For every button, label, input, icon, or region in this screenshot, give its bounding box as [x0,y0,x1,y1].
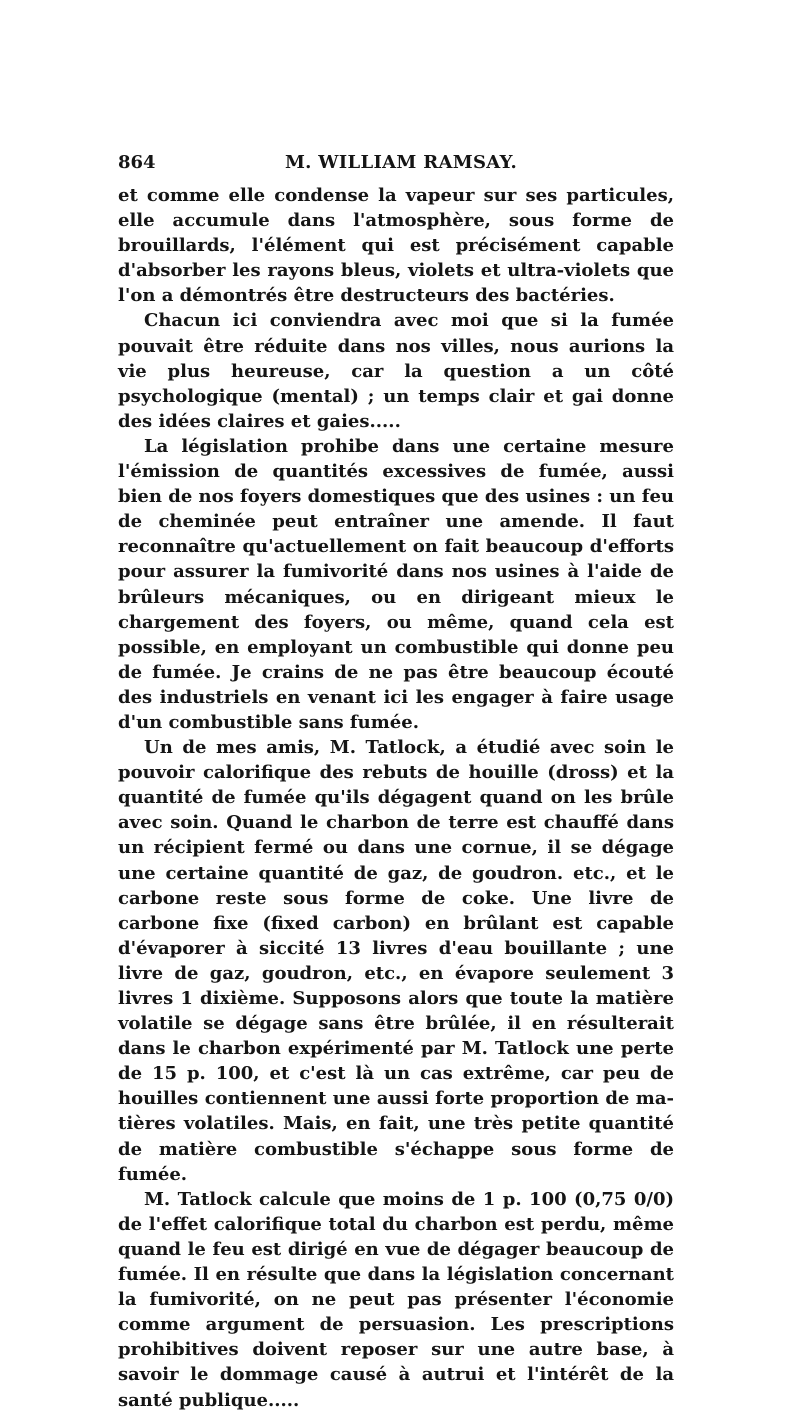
page-number: 864 [118,152,156,173]
paragraph-legislation: La législation prohibe dans une certaine mesure l'émission de quantités excessives de fumée, aussi bien de nos foyers domestiques que des usines : un feu de cheminée peut entraîner une amende. Il faut reconnaître qu'actuellement on fait beaucoup d'efforts pour assurer la fumivorité dans nos usines à l'aide de brûleurs mécaniques, ou en dirigeant mieux le chargement des foyers, ou même, quand cela est possible, en employant un combustible qui donne peu de fumée. Je crains de ne pas être beaucoup écouté des industriels en venant ici les engager à faire usage d'un combustible sans fumée. [118,435,674,733]
paragraph-tatlock-study: Un de mes amis, M. Tatlock, a étudié avec soin le pouvoir calorifique des rebuts de houille (dross) et la quantité de fumée qu'ils dégagent quand on les brûle avec soin. Quand le charbon de terre est chauffé dans un récipient fermé ou dans une cornue, il se dégage une certaine quantité de gaz, de goudron. etc., et le carbone reste sous forme de coke. Une livre de carbone fixe (fixed carbon) en brûlant est capable d'évaporer à siccité 13 livres d'eau bouillante ; une livre de gaz, goudron, etc., en évapore seulement 3 livres 1 dixième. Supposons alors que toute la matière volatile se dégage sans être brûlée, il en résulterait dans le charbon expérimenté par M. Tatlock une perte de 15 p. 100, et c'est là un cas extrême, car peu de houilles contiennent une aussi forte proportion de matières volatiles. Mais, en fait, une très petite quantité de matière combustible s'échappe sous forme de fumée. [118,737,674,1185]
running-title: M. WILLIAM RAMSAY. [284,152,518,173]
body-text [118,183,674,1413]
paragraph-continuation: et comme elle condense la vapeur sur ses particules, elle accumule dans l'atmosphère, sous forme de brouillards, l'élément qui est précisément capable d'absorber les rayons bleus, violets et ultra-violets que l'on a démontrés être destructeurs des bactéries. [118,185,674,307]
paragraph-tatlock-calculation: M. Tatlock calcule que moins de 1 p. 100 (0,75 0/0) de l'effet calorifique total du charbon est perdu, même quand le feu est dirigé en vue de dégager beaucoup de fumée. Il en résulte que dans la législation concernant la fumivorité, on ne peut pas présenter l'économie comme argument de persuasion. Les prescriptions prohibitives doivent reposer sur une autre base, à savoir le dommage causé à autrui et l'intérêt de la santé publique..... [118,1188,674,1411]
paragraph-smoke-reduction: Chacun ici conviendra avec moi que si la fumée pouvait être réduite dans nos villes, nous aurions la vie plus heureuse, car la question a un côté psychologique (mental) ; un temps clair et gai donne des idées claires et gaies..... [118,310,674,432]
running-head [118,152,684,180]
